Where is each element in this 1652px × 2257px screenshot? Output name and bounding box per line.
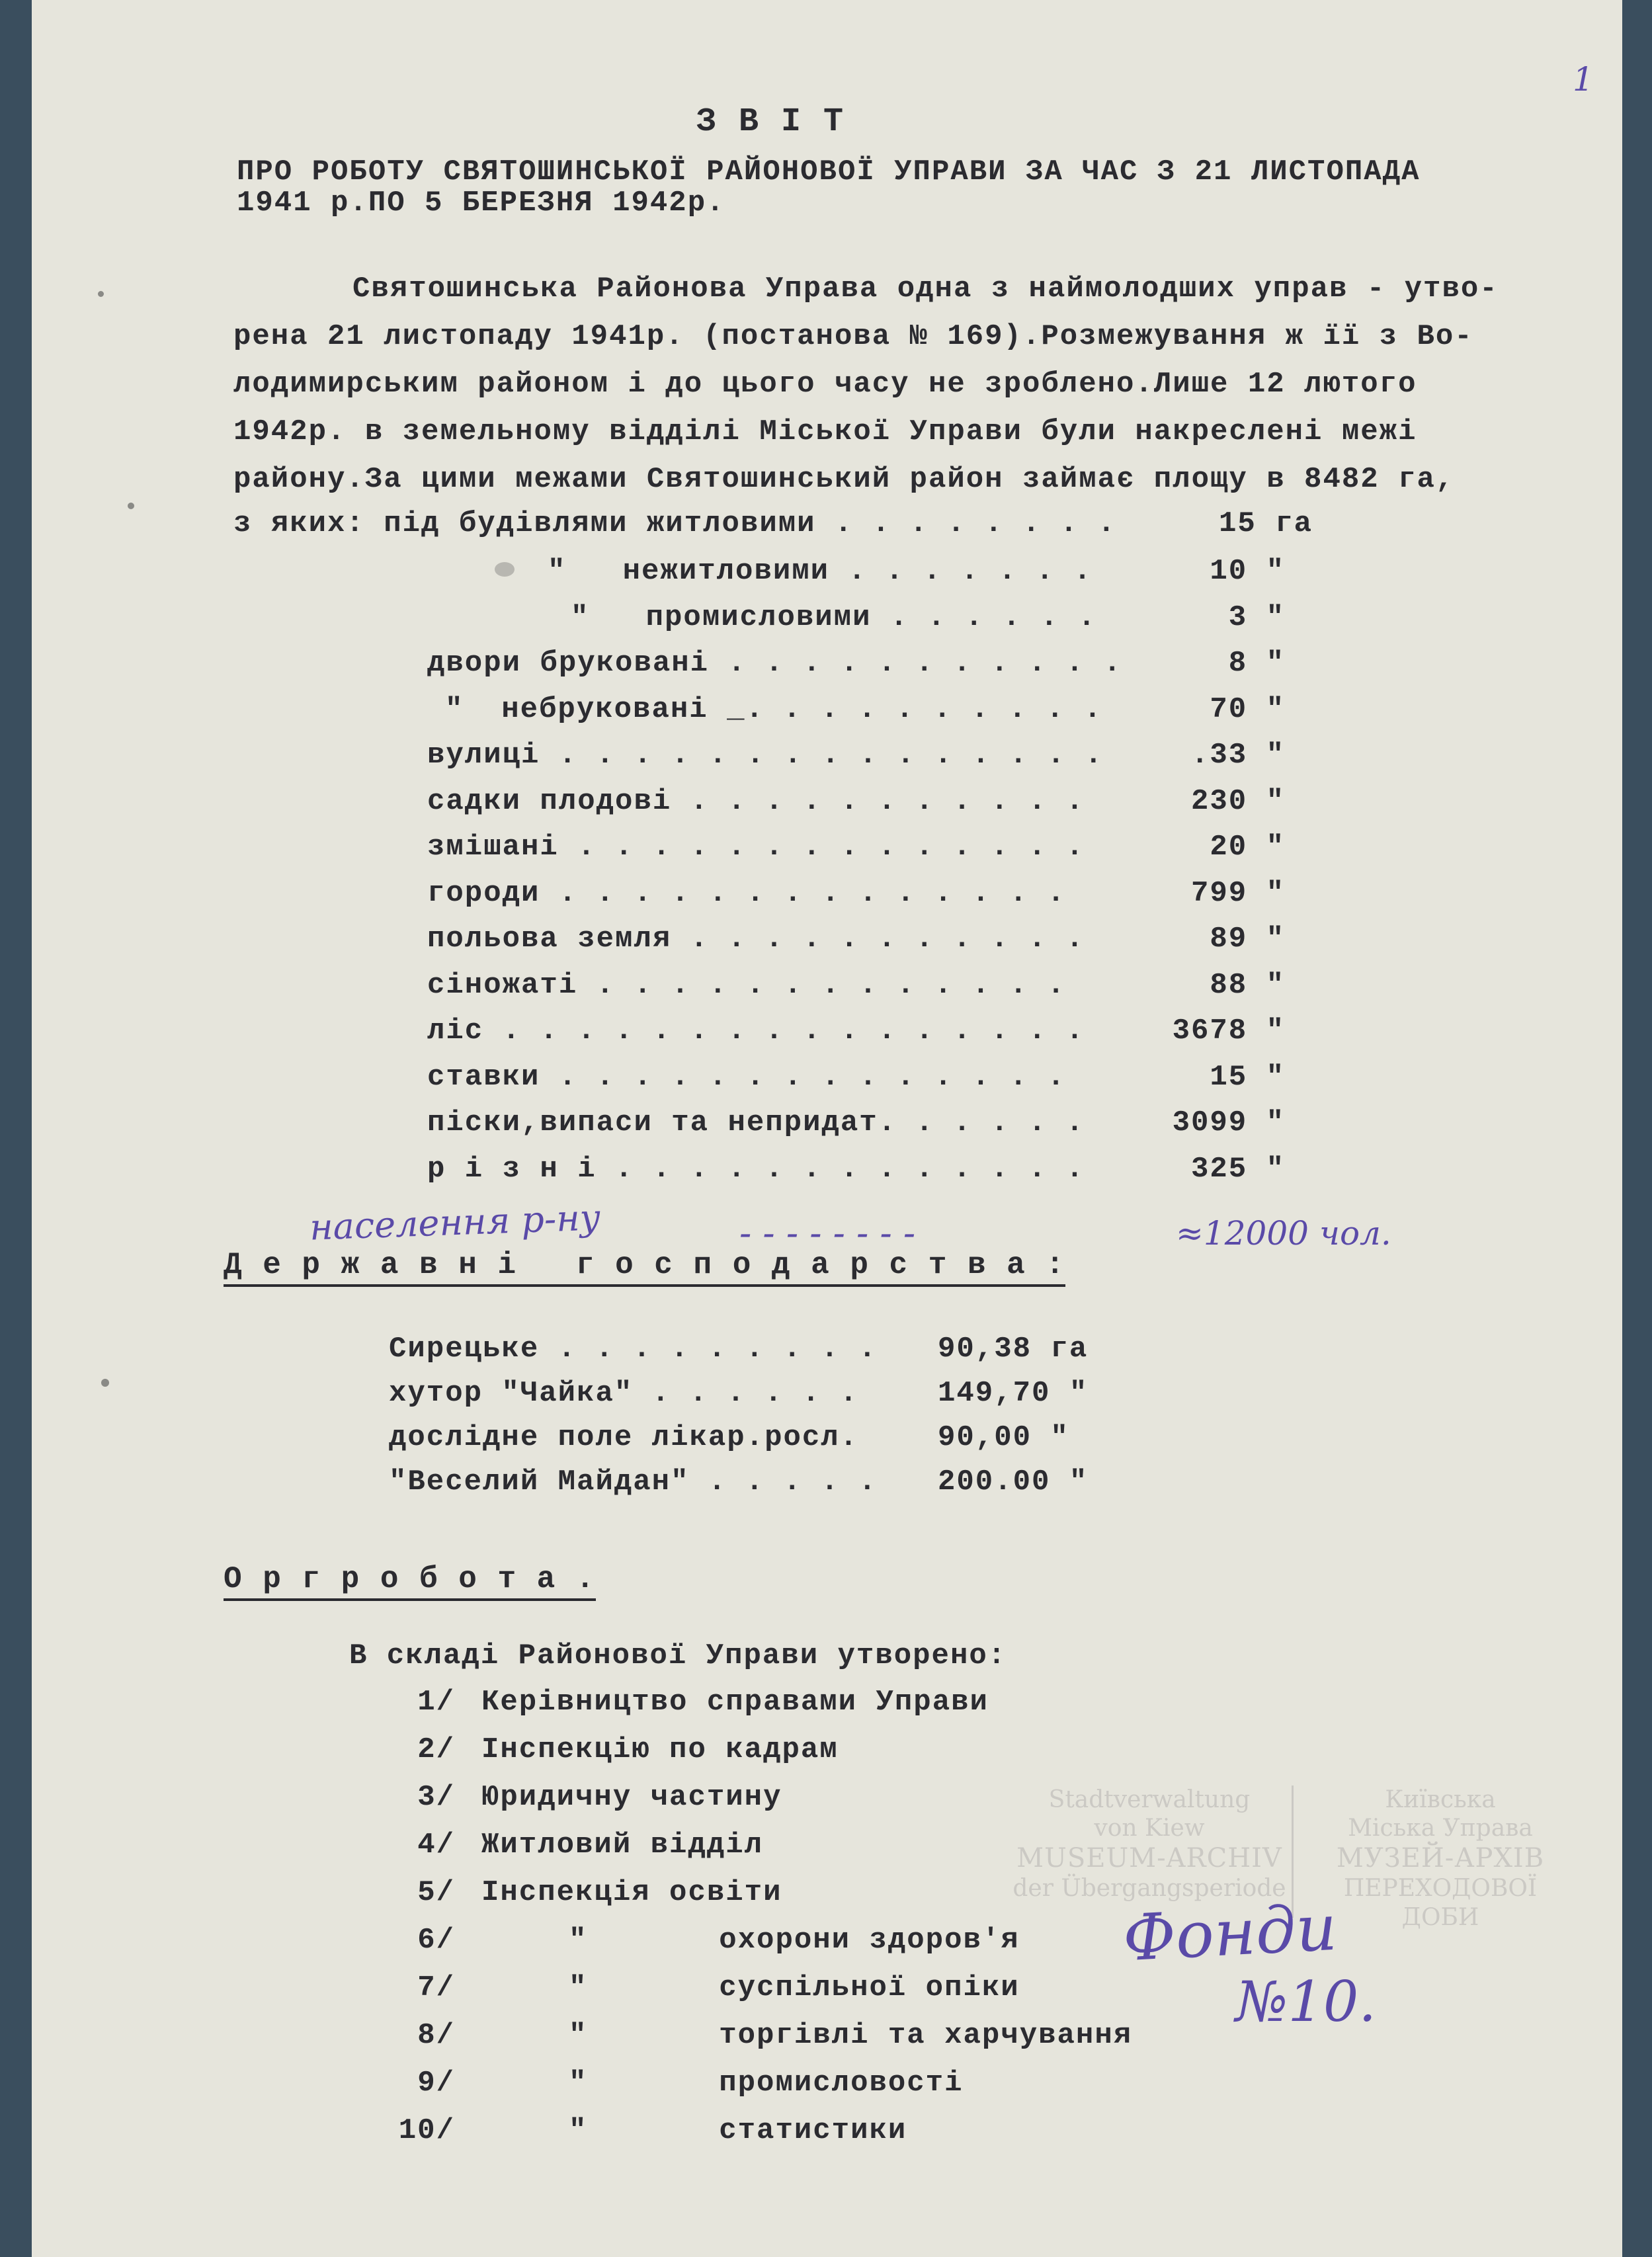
handwritten-population-label: населення р-ну [309, 1196, 602, 1249]
land-row-label: садки плодові . . . . . . . . . . . [427, 785, 1085, 818]
land-intro: з яких: під будівлями житловими . . . . . . . . [233, 507, 1117, 540]
orgwork-item-text: Інспекцію по кадрам [481, 1733, 839, 1766]
orgwork-item-text: " суспільної опіки [569, 1971, 1020, 2004]
intro-line: рена 21 листопаду 1941р. (постанова № 169).Розмежування ж її з Во- [233, 320, 1473, 353]
land-row-value: 88 " [1210, 969, 1285, 1002]
state-farm-value: 149,70 " [938, 1377, 1089, 1410]
land-row-value: 799 " [1190, 877, 1285, 910]
land-row-value: .33 " [1190, 739, 1285, 772]
stamp-left: Stadtverwaltung von Kiew MUSEUM-ARCHIV der Übergangsperiode [1012, 1786, 1286, 1903]
land-row-label: р і з н і . . . . . . . . . . . . . [427, 1153, 1085, 1186]
state-farm-label: Сирецьке . . . . . . . . . [389, 1333, 878, 1366]
land-row-value: 15 " [1210, 1061, 1285, 1094]
orgwork-item-text: " статистики [569, 2114, 907, 2147]
land-row-label: двори бруковані . . . . . . . . . . . [427, 647, 1122, 680]
land-row-label: піски,випаси та непридат. . . . . . [427, 1106, 1085, 1139]
orgwork-item-text: Житловий відділ [481, 1828, 764, 1862]
state-farm-label: "Веселий Майдан" . . . . . [389, 1465, 878, 1498]
state-farm-label: хутор "Чайка" . . . . . . [389, 1377, 859, 1410]
document-subtitle-line-2: 1941 р.ПО 5 БЕРЕЗНЯ 1942р. [237, 186, 725, 220]
land-row-label: " нежитловими . . . . . . . [548, 555, 1093, 588]
land-row-label: городи . . . . . . . . . . . . . . [427, 877, 1066, 910]
orgwork-item-text: Керівництво справами Управи [481, 1686, 989, 1719]
land-row-label: ставки . . . . . . . . . . . . . . [427, 1061, 1066, 1094]
orgwork-item-number: 10/ [398, 2114, 455, 2147]
intro-line: 1942р. в земельному відділі Міської Управи були накреслені межі [233, 415, 1417, 448]
land-row-value: 20 " [1210, 831, 1285, 864]
orgwork-item-number: 8/ [417, 2019, 455, 2052]
state-farms-heading: Д е р ж а в н і г о с п о д а р с т в а : [224, 1250, 1065, 1287]
intro-line: лодимирським районом і до цього часу не зроблено.Лише 12 лютого [233, 368, 1417, 401]
orgwork-item-number: 3/ [417, 1781, 455, 1814]
state-farm-value: 90,00 " [938, 1421, 1069, 1454]
paper-spot [495, 562, 515, 577]
orgwork-item-number: 2/ [417, 1733, 455, 1766]
handwritten-fond-word: Фонди [1121, 1890, 1339, 1976]
document-subtitle-line-1: ПРО РОБОТУ СВЯТОШИНСЬКОЇ РАЙОНОВОЇ УПРАВИ ЗА ЧАС З 21 ЛИСТОПАДА [237, 155, 1421, 188]
handwritten-fond-number: №10. [1235, 1969, 1377, 2034]
paper-spot [98, 291, 104, 297]
land-row-value: 230 " [1190, 785, 1285, 818]
land-row-label: вулиці . . . . . . . . . . . . . . . [427, 739, 1104, 772]
land-row-value: 325 " [1190, 1153, 1285, 1186]
stamp-right: Київська Міська Управа МУЗЕЙ-АРХІВ ПЕРЕХОДОВОЇ ДОБИ [1336, 1786, 1545, 1931]
orgwork-item-text: Інспекція освіти [481, 1876, 782, 1909]
state-farm-label: дослідне поле лікар.росл. [389, 1421, 859, 1454]
document-title: З В І Т [696, 103, 845, 141]
paper-spot [101, 1379, 109, 1387]
orgwork-item-number: 7/ [417, 1971, 455, 2004]
orgwork-item-text: " промисловості [569, 2067, 964, 2100]
land-row-value: 8 " [1228, 647, 1285, 680]
land-row-value: 70 " [1210, 693, 1285, 726]
land-row-label: " небруковані _. . . . . . . . . . [445, 693, 1103, 726]
land-row-value: 10 " [1210, 555, 1285, 588]
land-row-value: 89 " [1210, 923, 1285, 956]
orgwork-heading: О р г р о б о т а . [224, 1564, 596, 1601]
orgwork-item-number: 9/ [417, 2067, 455, 2100]
orgwork-item-number: 4/ [417, 1828, 455, 1862]
orgwork-item-number: 1/ [417, 1686, 455, 1719]
intro-line: Святошинська Районова Управа одна з наймолодших управ - утво- [352, 272, 1499, 306]
land-row-value: 3678 " [1172, 1014, 1285, 1047]
orgwork-item-text: Юридичну частину [481, 1781, 782, 1814]
land-row-label: змішані . . . . . . . . . . . . . . [427, 831, 1085, 864]
page-number: 1 [1573, 60, 1594, 99]
paper-spot [128, 503, 134, 509]
land-value: 15 га [1219, 507, 1313, 540]
orgwork-item-number: 6/ [417, 1924, 455, 1957]
land-row-label: сіножаті . . . . . . . . . . . . . [427, 969, 1066, 1002]
orgwork-item-text: " охорони здоров'я [569, 1924, 1020, 1957]
land-row-label: польова земля . . . . . . . . . . . [427, 923, 1085, 956]
handwritten-dashes: - - - - - - - - [739, 1212, 916, 1254]
document-page [32, 0, 1622, 2257]
land-row-label: " промисловими . . . . . . [571, 601, 1097, 634]
state-farm-value: 90,38 га [938, 1333, 1089, 1366]
land-row-value: 3099 " [1172, 1106, 1285, 1139]
orgwork-item-number: 5/ [417, 1876, 455, 1909]
orgwork-intro: В складі Районової Управи утворено: [349, 1639, 1007, 1672]
land-row-value: 3 " [1228, 601, 1285, 634]
orgwork-item-text: " торгівлі та харчування [569, 2019, 1133, 2052]
state-farm-value: 200.00 " [938, 1465, 1089, 1498]
land-row-label: ліс . . . . . . . . . . . . . . . . [427, 1014, 1085, 1047]
intro-line: району.За цими межами Святошинський район займає площу в 8482 га, [233, 463, 1455, 496]
handwritten-population-value: ≈12000 чол. [1176, 1214, 1391, 1252]
